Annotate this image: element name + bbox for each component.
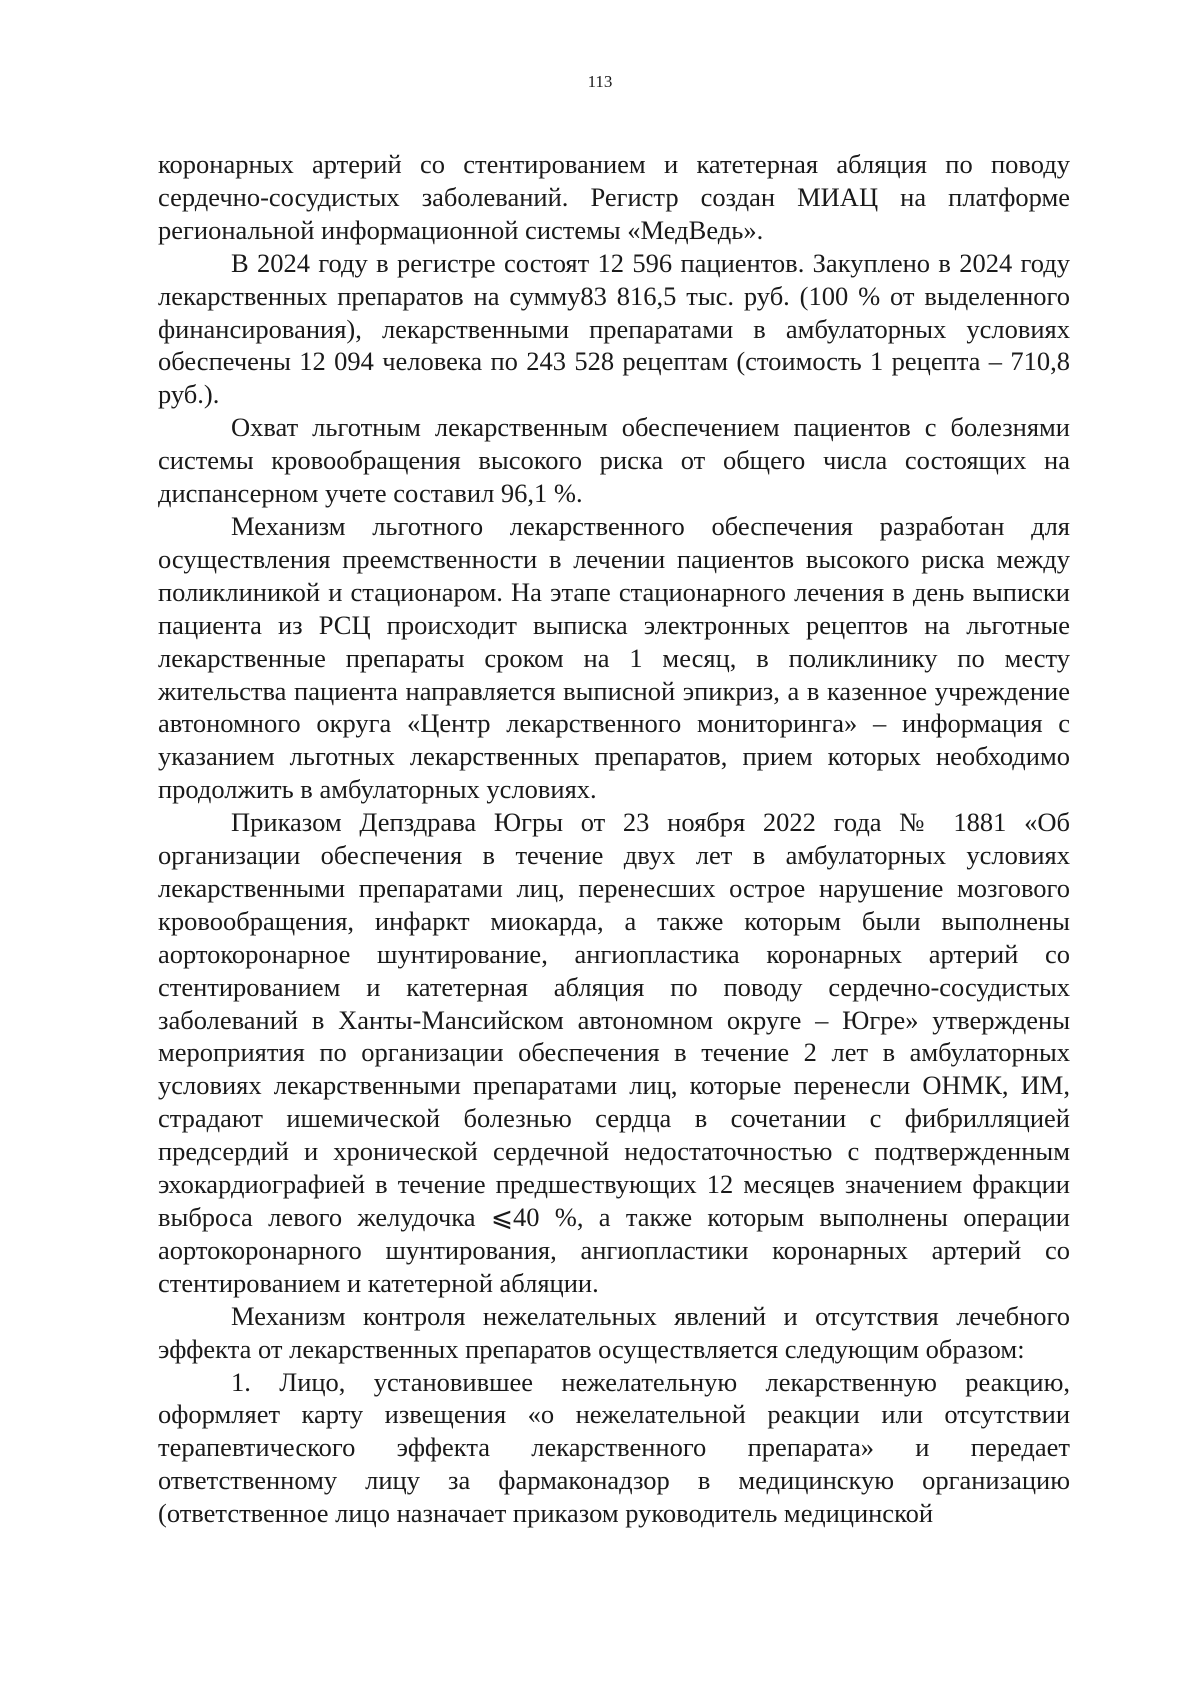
document-body <box>158 148 1070 1530</box>
page-number: 113 <box>587 72 613 91</box>
paragraph-list-item-1: 1. Лицо, установившее нежелательную лекарственную реакцию, оформляет карту извещения «о нежелательной реакции или отсутствии терапевтического эффекта лекарственного препарата» и передает ответственному лицу за фармаконадзор в медицинскую организацию (ответственное лицо назначает приказом руководитель медицинской <box>158 1366 1070 1529</box>
paragraph-continuation: коронарных артерий со стентированием и катетерная абляция по поводу сердечно-сосудистых заболеваний. Регистр создан МИАЦ на платформе региональной информационной системы «МедВедь». <box>158 149 1070 245</box>
paragraph-control-mechanism: Механизм контроля нежелательных явлений и отсутствия лечебного эффекта от лекарственных препаратов осуществляется следующим образом: <box>158 1300 1070 1364</box>
paragraph-mechanism: Механизм льготного лекарственного обеспечения разработан для осуществления преемственности в лечении пациентов высокого риска между поликлиникой и стационаром. На этапе стационарного лечения в день выписки пациента из РСЦ происходит выписка электронных рецептов на льготные лекарственные препараты сроком на 1 месяц, в поликлинику по месту жительства пациента направляется выписной эпикриз, а в казенное учреждение автономного округа «Центр лекарственного мониторинга» – информация с указанием льготных лекарственных препаратов, прием которых необходимо продолжить в амбулаторных условиях. <box>158 510 1070 805</box>
paragraph-coverage: Охват льготным лекарственным обеспечением пациентов с болезнями системы кровообращения высокого риска от общего числа состоящих на диспансерном учете составил 96,1 %. <box>158 412 1070 509</box>
paragraph-order: Приказом Депздрава Югры от 23 ноября 2022 года № 1881 «Об организации обеспечения в течение двух лет в амбулаторных условиях лекарственными препаратами лиц, перенесших острое нарушение мозгового кровообращения, инфаркт миокарда, а также которым были выполнены аортокоронарное шунтирование, ангиопластика коронарных артерий со стентированием и катетерная абляция по поводу сердечно-сосудистых заболеваний в Ханты-Мансийском автономном округе – Югре» утверждены мероприятия по организации обеспечения в течение 2 лет в амбулаторных условиях лекарственными препаратами лиц, которые перенесли ОНМК, ИМ, страдают ишемической болезнью сердца в сочетании с фибрилляцией предсердий и хронической сердечной недостаточностью с подтвержденным эхокардиографией в течение предшествующих 12 месяцев значением фракции выброса левого желудочка ⩽40 %, а также которым выполнены операции аортокоронарного шунтирования, ангиопластики коронарных артерий со стентированием и катетерной абляции. <box>158 807 1070 1298</box>
paragraph-registry-stats: В 2024 году в регистре состоят 12 596 пациентов. Закуплено в 2024 году лекарственных препаратов на сумму83 816,5 тыс. руб. (100 % от выделенного финансирования), лекарственными препаратами в амбулаторных условиях обеспечены 12 094 человека по 243 528 рецептам (стоимость 1 рецепта – 710,8 руб.). <box>158 247 1070 410</box>
